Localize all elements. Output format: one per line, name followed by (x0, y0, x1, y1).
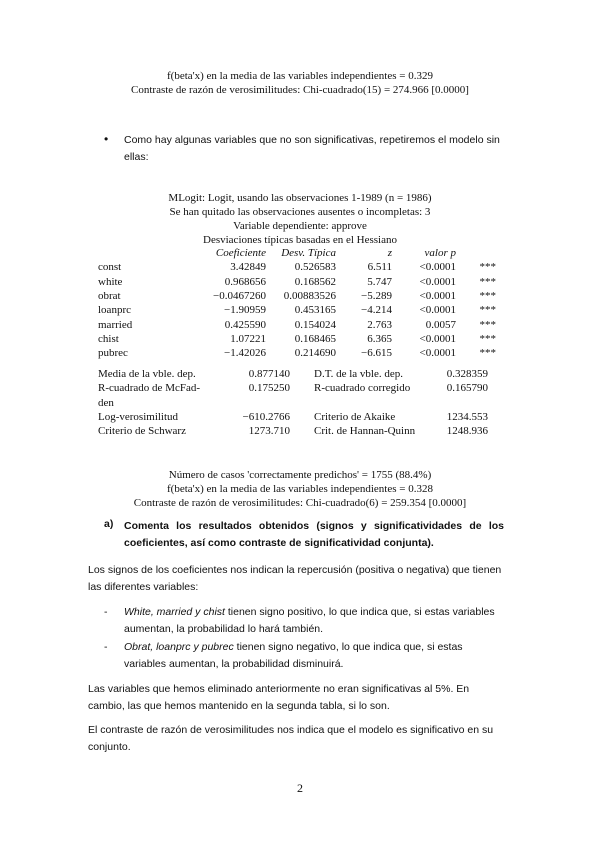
lr-test-line-prev: Contraste de razón de verosimilitudes: Chi-cuadrado(15) = 274.966 [0.0000] (131, 84, 469, 96)
list-dash-icon: - (104, 641, 108, 653)
header-z: z (387, 247, 392, 260)
table-row: pubrec −1.42026 0.214690 −6.615 <0.0001 *** (98, 347, 496, 360)
table-row: const 3.42849 0.526583 6.511 <0.0001 *** (98, 261, 496, 274)
bullet-icon: • (104, 132, 109, 146)
question-line1: Comenta los resultados obtenidos (signos y significatividades de los (124, 520, 504, 532)
question-label: a) (104, 518, 114, 530)
table-row: Media de la vble. dep. 0.877140 D.T. de la vble. dep. 0.328359 (98, 368, 488, 381)
missing-note: Se han quitado las observaciones ausentes o incompletas: 3 (169, 206, 431, 218)
summary-stats-table (98, 367, 488, 438)
coefficient-table (98, 246, 496, 360)
table-row: married 0.425590 0.154024 2.763 0.0057 *** (98, 318, 496, 331)
table-row: Log-verosimilitud −610.2766 Criterio de Akaike 1234.553 (98, 411, 488, 424)
stderr-note: Desviaciones típicas basadas en el Hessiano (203, 234, 397, 246)
paragraph-lr-test: El contraste de razón de verosimilitudes nos indica que el modelo es significativo en su conjunto. (88, 724, 494, 753)
table-row: chist 1.07221 0.168465 6.365 <0.0001 *** (98, 332, 496, 345)
table-row: Criterio de Schwarz 1273.710 Crit. de Hannan-Quinn 1248.936 (98, 425, 488, 438)
table-row: obrat −0.0467260 0.00883526 −5.289 <0.0001 *** (98, 290, 496, 303)
list-item: Obrat, loanprc y pubrec tienen signo negativo, lo que indica que, si estas variables aumentan, la probabilidad disminuirá. (124, 641, 463, 670)
model-title: MLogit: Logit, usando las observaciones 1-1989 (n = 1986) (168, 192, 432, 204)
fbeta-line: f(beta'x) en la media de las variables independientes = 0.328 (167, 483, 433, 495)
dependent-variable: Variable dependiente: approve (233, 220, 367, 232)
question-line2: coeficientes, así como contraste de significatividad conjunta). (124, 537, 434, 549)
header-pvalue: valor p (424, 247, 456, 260)
header-se: Desv. Típica (281, 247, 336, 260)
table-row: R-cuadrado de McFad- 0.175250 R-cuadrado corregido 0.165790 (98, 382, 488, 395)
bullet-text: Como hay algunas variables que no son significativas, repetiremos el modelo sin ellas: (124, 134, 500, 163)
table-row: den (98, 396, 114, 409)
table-header-row (98, 246, 496, 260)
table-row: loanprc −1.90959 0.453165 −4.214 <0.0001 *** (98, 304, 496, 317)
header-coef: Coeficiente (215, 247, 266, 260)
table-row: white 0.968656 0.168562 5.747 <0.0001 *** (98, 275, 496, 288)
page-number: 2 (297, 781, 303, 795)
list-item: White, married y chist tienen signo positivo, lo que indica que, si estas variables aumentan, la probabilidad lo hará también. (124, 606, 495, 635)
fbeta-line-prev: f(beta'x) en la media de las variables independientes = 0.329 (167, 70, 433, 82)
paragraph-signs: Los signos de los coeficientes nos indican la repercusión (positiva o negativa) que tienen las diferentes variables: (88, 564, 502, 593)
correct-predictions: Número de casos 'correctamente predichos' = 1755 (88.4%) (168, 469, 432, 481)
paragraph-eliminated: Las variables que hemos eliminado anteriormente no eran significativas al 5%. En cambio, las que hemos mantenido en la segunda tabla, si lo son. (88, 683, 470, 712)
lr-test-line: Contraste de razón de verosimilitudes: Chi-cuadrado(6) = 259.354 [0.0000] (133, 497, 467, 509)
list-dash-icon: - (104, 606, 108, 618)
